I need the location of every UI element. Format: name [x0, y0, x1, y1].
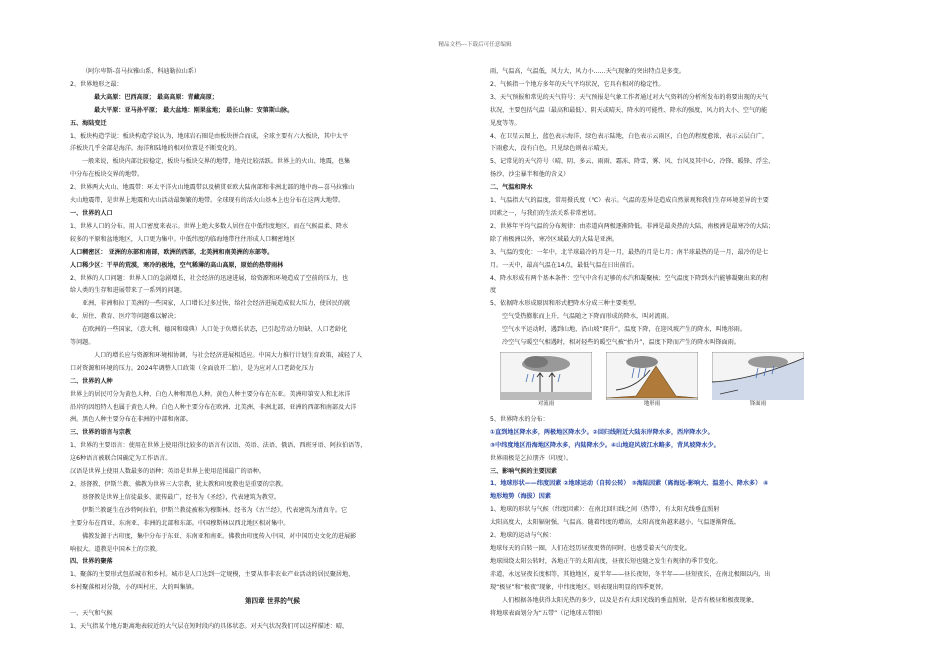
right_top-line: 状况，主要包括气温（最高和最低）、阴天或晴天、降水的可能性、降水的强度、风力的大小、空气的能 [490, 106, 768, 114]
right_top-line: 月。一天中，最高气温在14点，最低气温在日出前后。 [490, 261, 638, 269]
left-line: 汉语是世界上使用人数最多的语种；英语是世界上使用范围最广的语种。 [70, 468, 265, 476]
right_top-line: 4、在卫星云图上，蓝色表示海洋，绿色表示陆地，白色表示云雨区，白色的程度愈浓，表示云层白广， [490, 132, 769, 140]
left-line: 主要分布在西亚、东南亚、非洲的北部和东部。中国穆斯林以西北地区相对集中。 [70, 519, 290, 527]
right_bottom-line: 5、世界降水的分布： [490, 415, 549, 423]
left-line: 业、居住、教育、医疗等问题难以解决； [70, 313, 180, 321]
left-line: 二、世界的人种 [70, 377, 113, 385]
right_bottom-line: ①直到地区降水多，两极地区降水少。②回归线附近大陆东岸降水多，西岸降水少。 [490, 428, 714, 436]
right_bottom-line: 三、影响气候的主要因素 [490, 467, 558, 475]
left-line: 一、天气和气候 [70, 610, 113, 618]
left-line: 人口稀少区：干旱的荒漠，寒冷的极地，空气稀薄的高山高原，原始的热带雨林 [70, 261, 284, 269]
left-line: 2、世界地形之最： [70, 80, 123, 88]
right_top-line: 1、气温指大气的温度，常用摄氏度（℃）表示。气温的差异是造成自然景观和我们生存环境差异的主要 [490, 197, 769, 205]
right_top-line: 二、气温和降水 [490, 184, 533, 192]
left-line: 伊斯兰教诞生在沙特阿拉伯，伊斯兰教徒被称为穆斯林。经书为《古兰经》，代表建筑为清真寺。它 [82, 506, 348, 514]
frontal-rain-diagram [712, 352, 804, 400]
right_top-line: 5、记常见的天气符号（晴、阴、多云、雨雨、霜冻、降雪、雾、风、台风及其中心、冷锋、暖锋、浮尘、 [490, 158, 775, 166]
left-line: 亚洲、非洲和拉丁美洲的一些国家，人口增长过多过快，给社会经济进展造成很大压力，使居民的就 [82, 300, 351, 308]
right_top-line: 2、气候指一个地方多年的天气平均状况，它具有相对的稳定性。 [490, 80, 665, 88]
left-line: 这6种语言被联合国确定为工作语言。 [70, 455, 172, 463]
left-line: 1、世界人口的分布。用人口密度来表示。世界上绝大多数人居住在中低纬度地区，而在气候温柔、降水 [70, 222, 349, 230]
precipitation-figures [490, 352, 885, 414]
right_top-line: 空气受热膨胀而上升，气温随之下降而形成的降水，叫对流雨。 [502, 313, 673, 321]
left-line: 给人类的生存和进展带来了一系列的问题。 [70, 287, 186, 295]
right_bottom-line: 人们根据各地获得太阳光热的多少，以及是否有太阳光线的垂直照射，是否有极昼和极夜现象， [502, 596, 758, 604]
right_bottom-line: 2、地球的运动与气候： [490, 532, 555, 540]
left-line: 世界上的居民可分为黄色人种、白色人种和黑色人种。黄色人种主要分布在东亚。美洲印第安人和北冰洋 [70, 390, 351, 398]
right_top-line: 除了南极洲以外，寒冷区域最大的大陆是亚洲。 [490, 235, 618, 243]
left-line: 1、天气指某个地方距离地表较近的大气层在短时段内的具体状态。对天气状况我们可以这样描述：晴， [70, 622, 349, 630]
right_bottom-line: 地球围绕太阳公转时，各地正午的太阳高度，昼夜长短也随之发生有规律的季节变化。 [490, 557, 722, 565]
left-line: 最大高原：巴西高原； 最高高原：青藏高原； [94, 93, 218, 101]
right_top-line: 因素之一，与我们的生活关系非常密切。 [490, 209, 600, 217]
right_top-line: 3、天气预报和常见的天气符号：天气预报是气象工作者通过对大气资料的分析所发布的将要出现的天气 [490, 93, 769, 101]
left-line: 1、聚落的主要形式包括城市和乡村。城市是人口达到一定规模，主要从事非农业产业活动的居民聚居地， [70, 571, 355, 579]
right_top-line: 3、气温的变化：一年中，北半球最冷的月是一月，最热的月是七月；南半球最热的是一月，最冷的是七 [490, 248, 769, 256]
left-line: 2、世界的人口问题：世界人口的急剧增长，社会经济的迅速进展，给资源和环境造成了空前的压力，也 [70, 274, 349, 282]
left-line: 五、海陆变迁 [70, 119, 107, 127]
frontal-rain-figure [712, 352, 804, 412]
right_bottom-line: 1、地球形状——纬度因素 ②地球运动（自转公转） ③海陆因素（离海远-影响大、温差小、降水多） ④ [490, 480, 769, 488]
convection-rain-figure [500, 352, 592, 412]
left-line: 基督教是世界上信徒最多、流传最广，经书为《圣经》，代表建筑为教堂。 [82, 493, 281, 501]
left-line: 第四章 世界的气候 [244, 597, 301, 606]
left-line: 洋板块几乎全部是海洋。海洋和陆地的相对位置是不断变化的。 [70, 145, 241, 153]
right_bottom-line: 1、地球的形状与气候（纬度因素）：在南北回归线之间（热带），有太阳光线垂直照射 [490, 506, 720, 514]
left-line: 一般来说，板块内部比较稳定，板块与板块交界的地带，地壳比较活跃。世界上的火山、地震，也集 [82, 158, 351, 166]
right_bottom-line: 将地球表面划分为“五带”（记地球五带图） [490, 609, 607, 617]
left-column [70, 66, 475, 634]
right_top-line: 雨，气温高，气温低，风力大，风力小……天气现象的突出特点是多变。 [490, 68, 685, 75]
left-line: 沿岸的因纽特人也属于黄色人种。白色人种主要分布在欧洲、北美洲、非洲北部、亚洲的西部和南部及大洋 [70, 403, 357, 411]
right_bottom-line: 地球每天的自转一圈，人们在经历昼夜更替的同时，也感受着天气的变化。 [490, 545, 692, 552]
right-bottom-text [490, 414, 885, 621]
left-line: 等问题。 [70, 339, 95, 347]
left-line: 响很大。道教是中国本土的宗教。 [70, 545, 162, 553]
right_bottom-line: 赤道，永远昼夜长度相等，其他地区，夏半年——昼长夜短，冬半年——昼短夜长，在南北极圈以内，出 [490, 570, 771, 578]
left-line: 较多的平原和盆地地区，人口更为集中。中低纬度的临海地带往往形成人口稠密地区 [70, 235, 296, 243]
left-line: 人口的增长应与资源和环境相协调，与社会经济进展相适应。中国大力推行计划生育政策，减轻了人 [94, 351, 363, 359]
left-line: 1、世界的主要语言：使用在世界上使用得比较多的语言有汉语、英语、法语、俄语、西班牙语、阿拉伯语等， [70, 442, 367, 450]
left-line: 口对资源和环境的压力。2024年调整人口政策（全面放开二胎），是为应对人口老龄化压力 [70, 364, 315, 372]
right_top-line: 扬沙、沙尘暴半和他的含义） [490, 171, 570, 179]
right_top-line: 2、世界年平均气温的分布规律：由赤道向两极逐渐降低。非洲是最炎热的大陆，南极洲是最寒冷的大陆； [490, 222, 775, 230]
right_bottom-line: ③中纬度地区沿海地区降水多，内陆降水少。④山地迎风坡江水略多，背风坡降水少。 [490, 441, 720, 449]
figure-caption: 地形雨 [643, 400, 661, 407]
left-line: 洲。黑色人种主要分布在非洲的中部和南部。 [70, 416, 192, 424]
left-line: 乡村聚落相对分散，小的叫村庄，大的叫集镇。 [70, 584, 198, 592]
left-line: 火山地震带，是世界上地震和火山活动最频繁的地带。全球现有的活火山基本上也分布在这两大地带。 [70, 197, 345, 205]
left-line: 最大平原：亚马孙平原； 最大盆地：刚果盆地； 最长山脉：安第斯山脉。 [94, 106, 294, 114]
right_top-line: 冷空气与暖空气相遇时，相对轻些的暖空气被“抬升”，温度下降而产生的降水叫锋面雨。 [502, 339, 740, 347]
left-line: 在欧洲的一些国家，（意大利、德国和瑞典）人口处于负增长状态，已引起劳动力短缺、人口老龄化 [82, 326, 348, 334]
figure-caption: 锋面雨 [749, 400, 767, 407]
right_top-line: 4、降水形成有两个基本条件：空气中含有足够的水汽和凝聚核；空气温度下降到水汽能够凝聚出来的程 [490, 274, 769, 282]
left-line: 中分布在板块交界的地带。 [70, 171, 144, 179]
right_top-line: 空气水平运动时，遇到山地，沿山坡“爬升”，温度下降，在迎风坡产生的降水，叫地形雨。 [502, 326, 746, 334]
right_bottom-line: 地形地势（海拔）因素 [490, 493, 551, 501]
right_top-line: 度 [490, 287, 497, 295]
figure-caption: 对流雨 [537, 400, 555, 407]
left-line: （阿尔卑斯-喜马拉雅山系、科迪勒拉山系） [82, 68, 200, 75]
left-line: 佛教发源于古印度，集中分布于东亚、东南亚和南亚。佛教由印度传入中国，对中国历史文化的进展影 [82, 532, 357, 540]
left-line: 1、板块构造学说：板块构造学说认为，地球岩石圈是由板块拼合而成，全球主要有六大板块，其中太平 [70, 132, 349, 140]
right_top-line: 5、依据降水形成原因和形式把降水分成三种主要类型。 [490, 300, 641, 308]
left-line: 2、世界两大火山、地震带：环太平洋火山地震带以及横贯亚欧大陆南部和非洲北部的地中海—喜马拉雅山 [70, 184, 355, 192]
right_bottom-line: 太阳高度大，太阳辐射强，气温高。随着纬度的增高，太阳高度角越来越小，气温逐渐降低。 [490, 519, 740, 527]
left-line: 一、世界的人口 [70, 209, 113, 217]
convection-rain-diagram [500, 352, 592, 400]
right_top-line: 下雨愈大，没有白色，只见绿色则表示晴天。 [490, 145, 612, 153]
right_bottom-line: 现“极昼”和“极夜”现象，中纬度地区，则表现出明显的四季更替。 [490, 583, 668, 591]
orographic-rain-diagram [606, 352, 698, 400]
left-line: 三、世界的语言与宗教 [70, 429, 131, 437]
left-line: 人口稠密区： 亚洲的东部和南部，欧洲的西部，北美洲和南美洲的东部等。 [70, 248, 274, 256]
orographic-rain-figure [606, 352, 698, 412]
page-header: 精品文档---下载后可任意编辑 [438, 42, 512, 48]
left-line: 四、世界的聚落 [70, 558, 113, 566]
right-column [490, 66, 885, 620]
right_bottom-line: 世界雨极是乞拉朋齐（印度）。 [490, 454, 573, 462]
right-top-text [490, 66, 885, 350]
left-line: 2、基督教、伊斯兰教、佛教为世界三大宗教，犹太教和印度教也是重要的宗教。 [70, 481, 288, 488]
right_top-line: 见度等等。 [490, 119, 521, 127]
